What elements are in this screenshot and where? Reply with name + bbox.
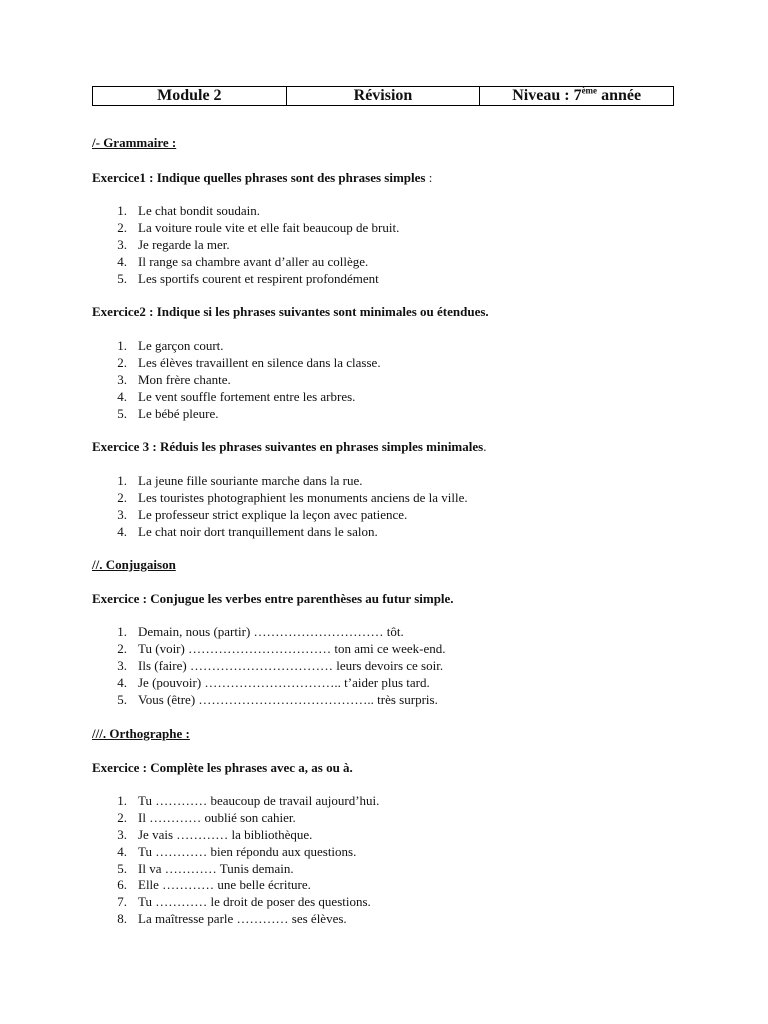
list-item-number: 2. bbox=[117, 640, 127, 656]
module-cell: Module 2 bbox=[93, 87, 287, 106]
list-item-number: 1. bbox=[117, 793, 127, 808]
list-item-text: Ils (faire) …………………………… leurs devoirs ce soir. bbox=[138, 657, 444, 673]
list-item bbox=[92, 624, 446, 641]
list-item-number: 3. bbox=[117, 826, 127, 842]
list-item bbox=[92, 692, 446, 709]
conjugaison-exercise-title: Exercice : Conjugue les verbes entre parenthèses au futur simple. bbox=[92, 591, 454, 606]
list-item bbox=[92, 254, 399, 271]
list-item-text: Le vent souffle fortement entre les arbres. bbox=[138, 388, 356, 404]
header-table bbox=[92, 86, 674, 106]
section-conjugaison-heading: //. Conjugaison bbox=[92, 557, 176, 572]
list-item-text: Tu ………… bien répondu aux questions. bbox=[138, 843, 357, 859]
list-item-number: 2. bbox=[117, 809, 127, 825]
list-item-text: La maîtresse parle ………… ses élèves. bbox=[138, 911, 347, 927]
list-item-text: Le chat noir dort tranquillement dans le salon. bbox=[138, 523, 378, 539]
list-item bbox=[92, 911, 379, 928]
list-item bbox=[92, 203, 399, 220]
list-item-number: 4. bbox=[117, 388, 127, 404]
title-cell: Révision bbox=[286, 87, 480, 106]
list-item-text: Vous (être) ………………………………….. très surpris. bbox=[138, 691, 438, 707]
list-item-text: Je (pouvoir) ………………………….. t’aider plus tard. bbox=[138, 674, 430, 690]
level-sup: ème bbox=[581, 85, 598, 96]
list-item-number: 1. bbox=[117, 624, 127, 639]
list-item-text: Demain, nous (partir) ………………………… tôt. bbox=[138, 624, 404, 639]
list-item-number: 5. bbox=[117, 270, 127, 286]
exercise-1-title-text: Exercice1 : Indique quelles phrases sont des phrases simples bbox=[92, 170, 426, 185]
list-item bbox=[92, 524, 468, 541]
list-item-number: 3. bbox=[117, 506, 127, 522]
list-item-text: Tu ………… le droit de poser des questions. bbox=[138, 894, 371, 910]
level-suffix: année bbox=[597, 87, 642, 104]
orthographe-exercise-list bbox=[92, 793, 379, 928]
list-item bbox=[92, 861, 379, 878]
list-item-text: Il range sa chambre avant d’aller au collège. bbox=[138, 253, 369, 269]
list-item-number: 2. bbox=[117, 354, 127, 370]
list-item-number: 6. bbox=[117, 877, 127, 893]
list-item bbox=[92, 827, 379, 844]
list-item bbox=[92, 406, 381, 423]
list-item-number: 4. bbox=[117, 674, 127, 690]
list-item bbox=[92, 389, 381, 406]
list-item bbox=[92, 338, 381, 355]
list-item bbox=[92, 894, 379, 911]
list-item-number: 4. bbox=[117, 843, 127, 859]
exercise-1-title bbox=[92, 170, 432, 186]
list-item-text: Les élèves travaillent en silence dans la classe. bbox=[138, 354, 381, 370]
list-item bbox=[92, 810, 379, 827]
list-item-number: 7. bbox=[117, 894, 127, 910]
exercise-2-title: Exercice2 : Indique si les phrases suivantes sont minimales ou étendues. bbox=[92, 304, 489, 319]
list-item-text: Tu ………… beaucoup de travail aujourd’hui. bbox=[138, 793, 380, 808]
list-item-number: 2. bbox=[117, 219, 127, 235]
list-item-text: Elle ………… une belle écriture. bbox=[138, 877, 311, 893]
list-item-number: 5. bbox=[117, 405, 127, 421]
list-item-number: 3. bbox=[117, 657, 127, 673]
list-item-text: La jeune fille souriante marche dans la rue. bbox=[138, 473, 363, 488]
list-item-text: Le bébé pleure. bbox=[138, 405, 219, 421]
list-item-text: La voiture roule vite et elle fait beaucoup de bruit. bbox=[138, 219, 400, 235]
list-item bbox=[92, 658, 446, 675]
list-item-text: Il ………… oublié son cahier. bbox=[138, 809, 296, 825]
list-item-number: 1. bbox=[117, 473, 127, 488]
list-item-text: Il va ………… Tunis demain. bbox=[138, 860, 294, 876]
list-item bbox=[92, 675, 446, 692]
list-item bbox=[92, 490, 468, 507]
exercise-3-title bbox=[92, 439, 486, 455]
list-item bbox=[92, 271, 399, 288]
list-item bbox=[92, 641, 446, 658]
exercise-3-title-text: Exercice 3 : Réduis les phrases suivantes en phrases simples minimales bbox=[92, 439, 484, 454]
orthographe-exercise-title: Exercice : Complète les phrases avec a, as ou à. bbox=[92, 760, 353, 775]
list-item-text: Les sportifs courent et respirent profondément bbox=[138, 270, 379, 286]
list-item-number: 1. bbox=[117, 338, 127, 353]
list-item bbox=[92, 372, 381, 389]
exercise-3-title-tail: . bbox=[483, 439, 487, 454]
list-item-number: 4. bbox=[117, 523, 127, 539]
list-item-number: 4. bbox=[117, 253, 127, 269]
exercise-1-title-tail: : bbox=[425, 170, 433, 185]
list-item-text: Je regarde la mer. bbox=[138, 236, 230, 252]
list-item-number: 3. bbox=[117, 236, 127, 252]
list-item-text: Je vais ………… la bibliothèque. bbox=[138, 826, 313, 842]
list-item-text: Mon frère chante. bbox=[138, 371, 231, 387]
list-item-number: 1. bbox=[117, 203, 127, 218]
list-item bbox=[92, 844, 379, 861]
list-item bbox=[92, 473, 468, 490]
list-item-number: 3. bbox=[117, 371, 127, 387]
level-cell bbox=[480, 87, 674, 106]
list-item-number: 5. bbox=[117, 860, 127, 876]
list-item-text: Le chat bondit soudain. bbox=[138, 203, 261, 218]
list-item-text: Les touristes photographient les monuments anciens de la ville. bbox=[138, 489, 468, 505]
list-item-number: 8. bbox=[117, 911, 127, 927]
list-item bbox=[92, 237, 399, 254]
list-item-text: Le professeur strict explique la leçon avec patience. bbox=[138, 506, 408, 522]
section-grammaire-heading: /- Grammaire : bbox=[92, 135, 177, 150]
exercise-1-list bbox=[92, 203, 399, 287]
list-item bbox=[92, 793, 379, 810]
list-item bbox=[92, 507, 468, 524]
conjugaison-exercise-list bbox=[92, 624, 446, 708]
list-item-number: 5. bbox=[117, 691, 127, 707]
level-prefix: Niveau : 7 bbox=[512, 87, 582, 104]
list-item-number: 2. bbox=[117, 489, 127, 505]
exercise-3-list bbox=[92, 473, 468, 541]
exercise-2-list bbox=[92, 338, 381, 422]
list-item bbox=[92, 220, 399, 237]
list-item bbox=[92, 877, 379, 894]
list-item-text: Le garçon court. bbox=[138, 338, 224, 353]
section-orthographe-heading: ///. Orthographe : bbox=[92, 726, 190, 741]
list-item-text: Tu (voir) …………………………… ton ami ce week-end. bbox=[138, 640, 446, 656]
list-item bbox=[92, 355, 381, 372]
